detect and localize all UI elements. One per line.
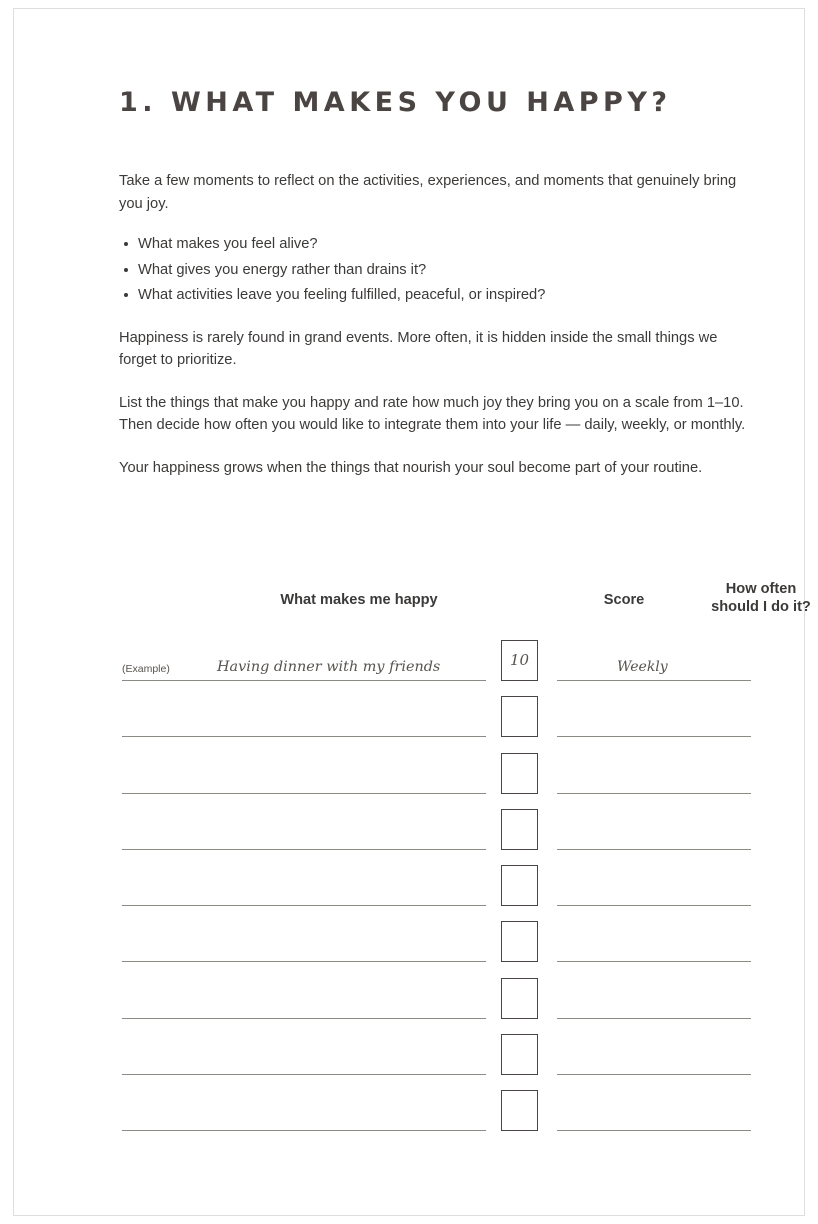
example-label: (Example) <box>122 663 170 675</box>
list-item: What activities leave you feeling fulfilled, peaceful, or inspired? <box>138 284 751 307</box>
column-header-how-often-line-2: should I do it? <box>711 599 811 615</box>
paragraph-happiness-note: Happiness is rarely found in grand events. More often, it is hidden inside the small things we forget to prioritize. <box>119 329 718 368</box>
row-line-what[interactable] <box>122 1074 486 1075</box>
row-line-what[interactable] <box>122 961 486 962</box>
column-header-how-often <box>674 580 818 616</box>
column-header-how-often-line-1: How often <box>725 581 797 597</box>
table-row <box>119 917 754 973</box>
score-box[interactable] <box>501 921 538 962</box>
table-row <box>119 692 754 748</box>
row-line-often[interactable] <box>557 1130 751 1131</box>
paragraph-instructions: List the things that make you happy and rate how much joy they bring you on a scale from 1–10. Then decide how often you would like to integrate them into your life — daily, weekly, or monthly. <box>119 394 746 433</box>
row-line-often[interactable] <box>557 961 751 962</box>
table-row <box>119 805 754 861</box>
table-row <box>119 1086 754 1142</box>
paragraph-closing: Your happiness grows when the things that nourish your soul become part of your routine. <box>119 459 703 476</box>
score-box[interactable] <box>501 809 538 850</box>
happiness-table <box>119 574 811 1143</box>
score-box[interactable] <box>501 1034 538 1075</box>
paper-sheet <box>13 8 811 1216</box>
table-row <box>119 974 754 1030</box>
table-rows <box>119 636 754 1143</box>
score-box[interactable] <box>501 978 538 1019</box>
column-header-score: Score <box>603 592 645 608</box>
score-box[interactable] <box>501 753 538 794</box>
row-line-what[interactable] <box>122 736 486 737</box>
example-what-value: Having dinner with my friends <box>217 659 441 675</box>
table-row <box>119 861 754 917</box>
row-line-often[interactable] <box>557 905 751 906</box>
table-row <box>119 636 754 692</box>
score-box[interactable] <box>501 865 538 906</box>
row-line-what[interactable] <box>122 680 486 681</box>
column-header-what-makes-me-happy: What makes me happy <box>280 592 438 608</box>
row-line-often[interactable] <box>557 1074 751 1075</box>
intro-paragraph: Take a few moments to reflect on the activities, experiences, and moments that genuinely bring you joy. <box>119 173 737 212</box>
score-box[interactable] <box>501 696 538 737</box>
row-line-often[interactable] <box>557 793 751 794</box>
row-line-what[interactable] <box>122 1018 486 1019</box>
row-line-what[interactable] <box>122 793 486 794</box>
body-copy <box>119 170 751 479</box>
reflection-questions-list <box>119 233 751 307</box>
score-box[interactable] <box>501 1090 538 1131</box>
page-title: 1. WHAT MAKES YOU HAPPY? <box>119 87 672 118</box>
example-score-value: 10 <box>509 651 530 669</box>
list-item: What gives you energy rather than drains it? <box>138 259 751 282</box>
document-content <box>119 87 754 499</box>
row-line-often[interactable] <box>557 680 751 681</box>
table-row <box>119 1030 754 1086</box>
row-line-what[interactable] <box>122 905 486 906</box>
list-item: What makes you feel alive? <box>138 233 751 256</box>
table-header-row <box>119 574 811 634</box>
row-line-often[interactable] <box>557 849 751 850</box>
row-line-what[interactable] <box>122 1130 486 1131</box>
row-line-often[interactable] <box>557 1018 751 1019</box>
row-line-what[interactable] <box>122 849 486 850</box>
row-line-often[interactable] <box>557 736 751 737</box>
table-row <box>119 749 754 805</box>
example-often-value: Weekly <box>617 659 668 675</box>
